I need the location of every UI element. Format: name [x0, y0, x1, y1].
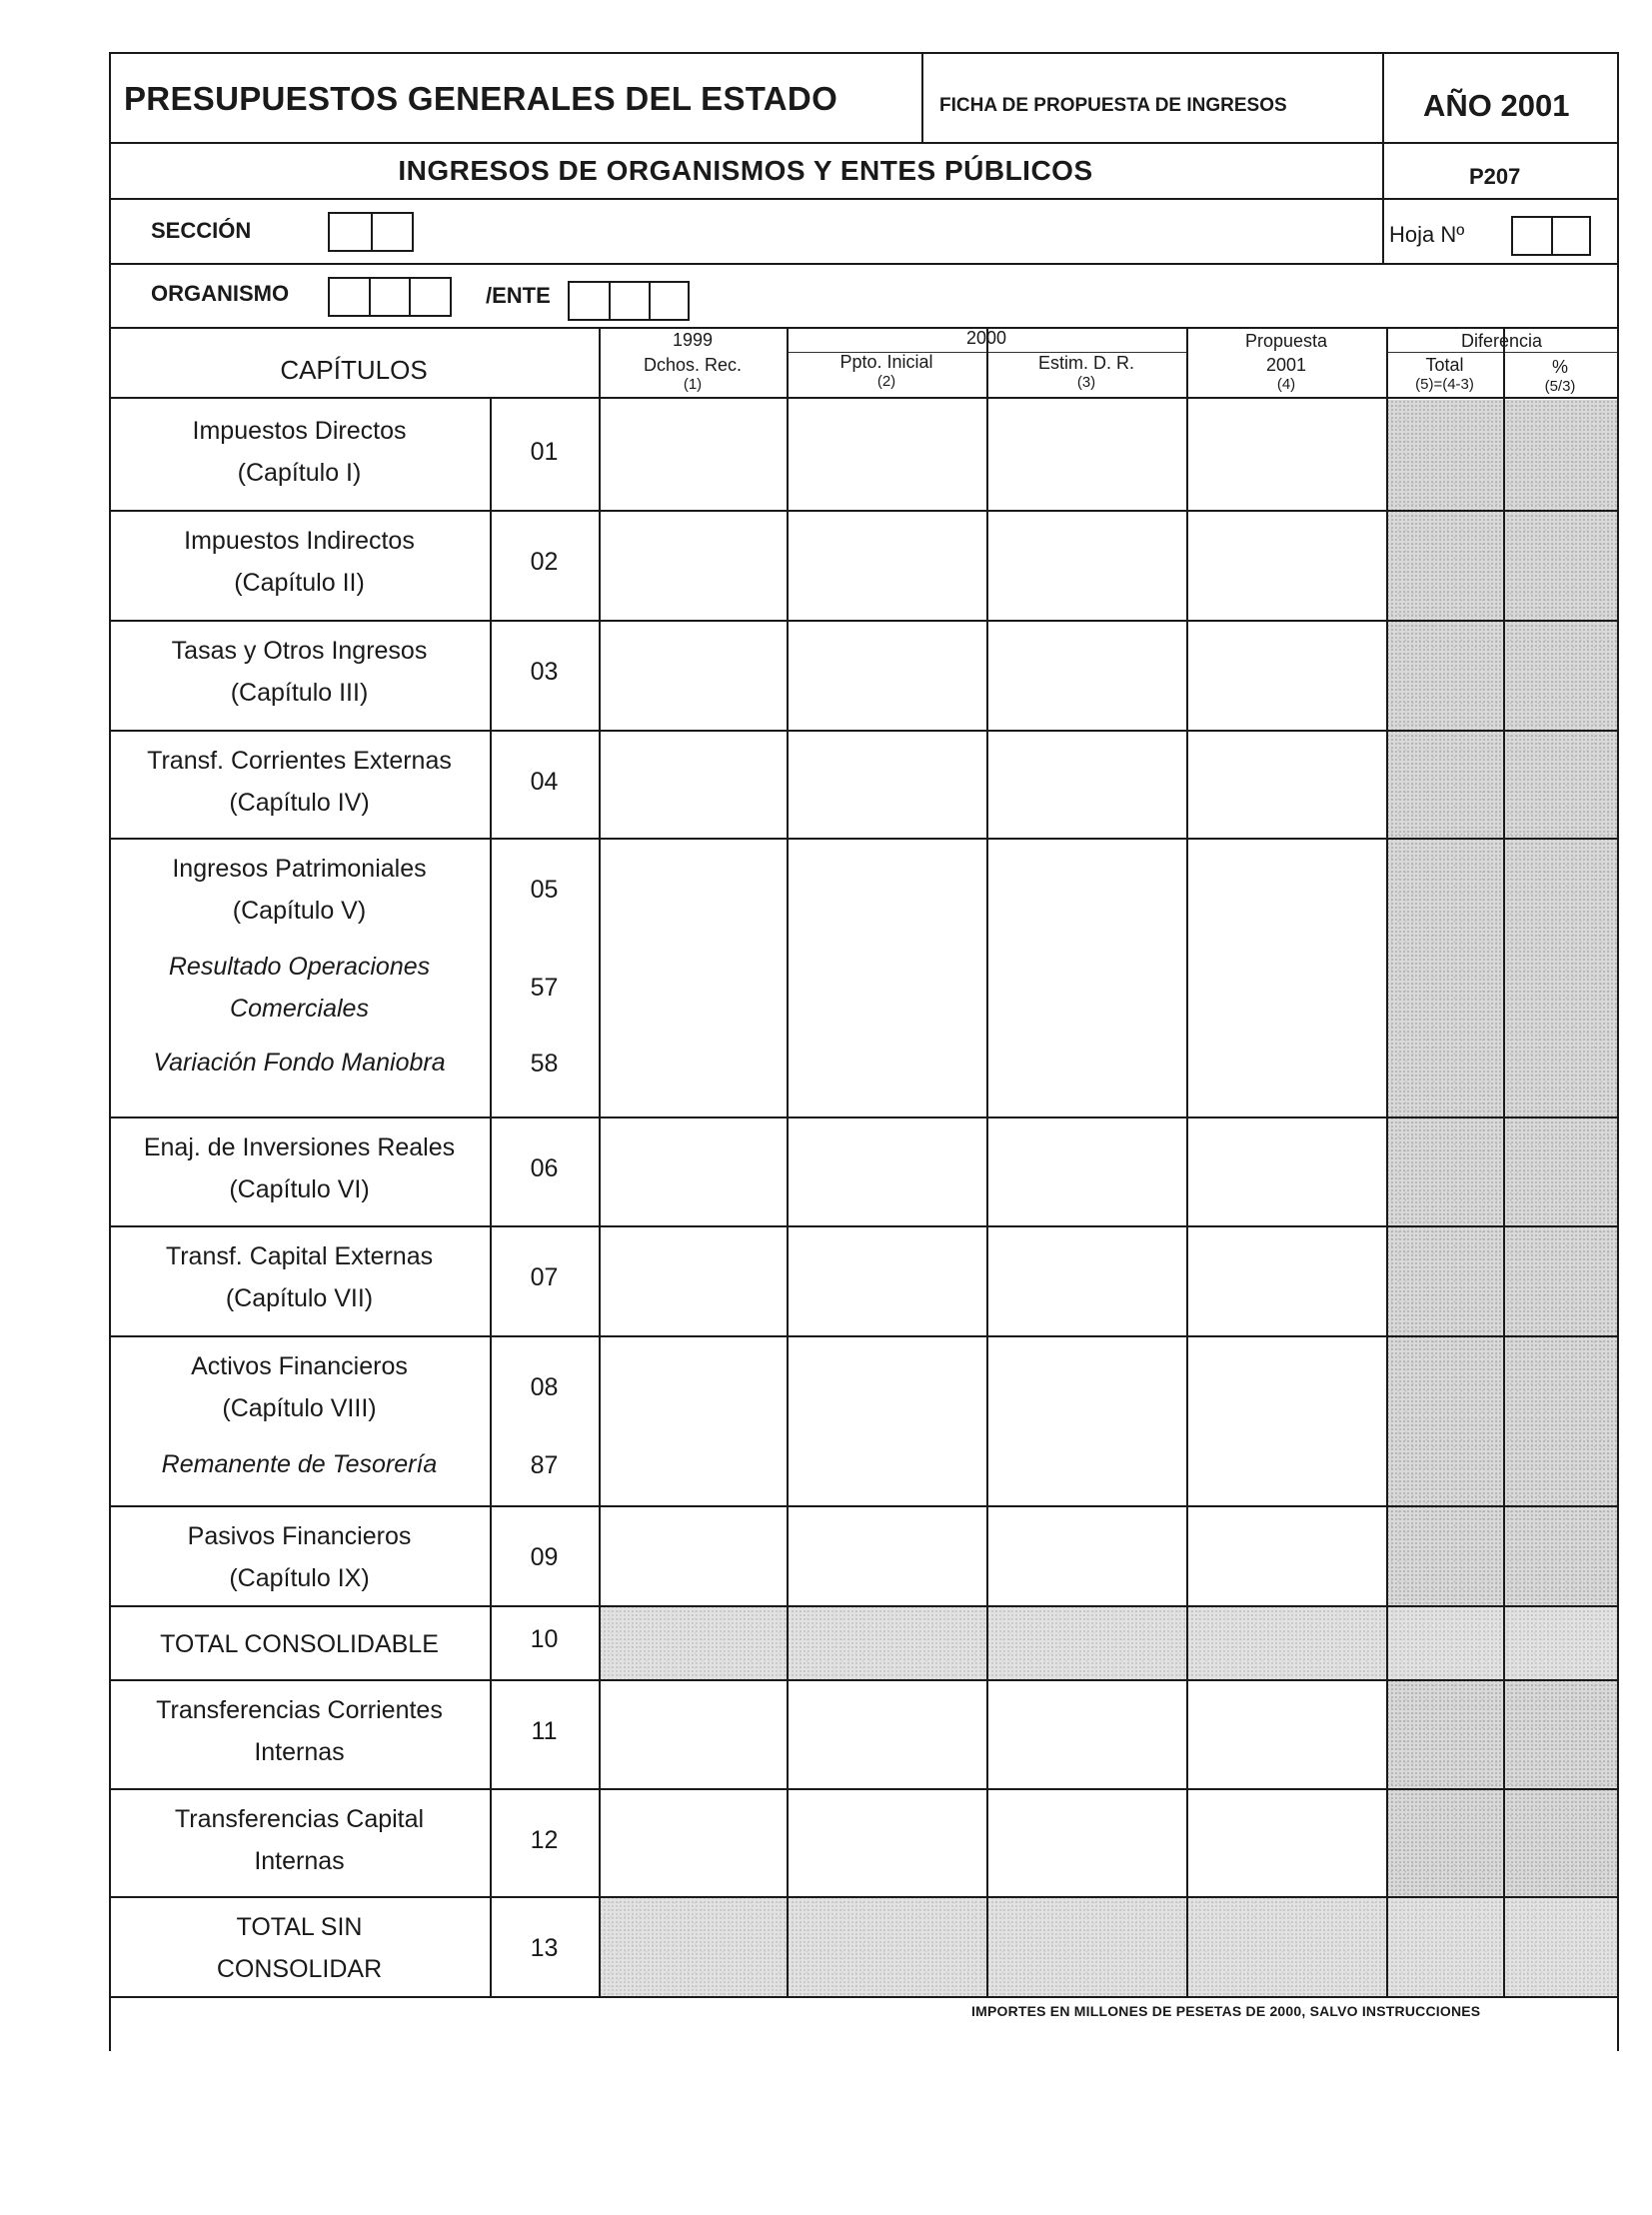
col5-name: Total — [1425, 355, 1464, 375]
col1-year: 1999 — [672, 330, 714, 350]
amount-cell[interactable] — [1388, 1790, 1501, 1894]
amount-cell[interactable] — [1388, 840, 1501, 1114]
form-type: FICHA DE PROPUESTA DE INGRESOS — [939, 95, 1287, 116]
seccion-label: SECCIÓN — [151, 218, 252, 243]
amount-cell[interactable] — [988, 1507, 1184, 1603]
organismo-input[interactable] — [328, 277, 452, 317]
col6-num: (5/3) — [1544, 378, 1576, 395]
amount-cell[interactable] — [1388, 1681, 1501, 1786]
row-label: Activos Financieros — [191, 1352, 408, 1380]
row-code: 13 — [530, 1934, 559, 1962]
amount-cell[interactable] — [601, 1337, 785, 1503]
amount-cell[interactable] — [789, 622, 984, 728]
hoja-input[interactable] — [1511, 216, 1591, 256]
amount-cell[interactable] — [1188, 622, 1384, 728]
row-label: Transf. Corrientes Externas — [147, 747, 452, 775]
frame-line — [109, 263, 1617, 265]
amount-cell[interactable] — [1388, 1227, 1501, 1333]
form-year: AÑO 2001 — [1423, 88, 1570, 123]
amount-cell[interactable] — [988, 840, 1184, 1114]
row-label: (Capítulo III) — [230, 679, 369, 707]
amount-cell[interactable] — [601, 1607, 785, 1677]
amount-cell[interactable] — [1505, 1507, 1615, 1603]
row-label: Impuestos Directos — [192, 417, 407, 445]
row-label: (Capítulo I) — [237, 459, 362, 487]
amount-cell[interactable] — [789, 1227, 984, 1333]
col1-num: (1) — [683, 376, 703, 393]
ente-input[interactable] — [568, 281, 690, 321]
amount-cell[interactable] — [988, 1681, 1184, 1786]
amount-cell[interactable] — [988, 1898, 1184, 1994]
col5-num: (5)=(4-3) — [1415, 376, 1474, 393]
amount-cell[interactable] — [1188, 402, 1384, 508]
subrow-code: 57 — [530, 974, 559, 1002]
amount-cell[interactable] — [988, 402, 1184, 508]
amount-cell[interactable] — [601, 512, 785, 618]
amount-cell[interactable] — [601, 1790, 785, 1894]
amount-cell[interactable] — [1505, 1790, 1615, 1894]
row-code: 06 — [530, 1154, 559, 1182]
amount-cell[interactable] — [1388, 622, 1501, 728]
row-label: (Capítulo IX) — [229, 1564, 370, 1592]
row-code: 09 — [530, 1543, 559, 1571]
amount-cell[interactable] — [1505, 1681, 1615, 1786]
amount-cell[interactable] — [988, 1337, 1184, 1503]
amount-cell[interactable] — [988, 732, 1184, 836]
row-label: Tasas y Otros Ingresos — [171, 637, 428, 665]
group-2000: 2000 — [965, 328, 1007, 348]
amount-cell[interactable] — [1388, 732, 1501, 836]
row-label: Pasivos Financieros — [187, 1522, 412, 1550]
ente-label: /ENTE — [486, 283, 551, 308]
amount-cell[interactable] — [601, 622, 785, 728]
col4-name: Propuesta — [1244, 331, 1328, 351]
row-line — [109, 1996, 1617, 1998]
col4-num: (4) — [1276, 376, 1296, 393]
amount-cell[interactable] — [1188, 1507, 1384, 1603]
amount-cell[interactable] — [1388, 1337, 1501, 1503]
section-title: INGRESOS DE ORGANISMOS Y ENTES PÚBLICOS — [398, 155, 1093, 186]
subrow-code: 87 — [530, 1451, 559, 1479]
amount-cell[interactable] — [601, 840, 785, 1114]
row-label: (Capítulo VI) — [229, 1175, 370, 1203]
frame-top-line — [109, 52, 1617, 54]
row-code: 10 — [530, 1625, 559, 1653]
row-label: Transferencias Capital — [174, 1805, 425, 1833]
seccion-input[interactable] — [328, 212, 414, 252]
row-label: Enaj. de Inversiones Reales — [143, 1133, 456, 1161]
amount-cell[interactable] — [1388, 1118, 1501, 1223]
amount-cell[interactable] — [1188, 1898, 1384, 1994]
organismo-label: ORGANISMO — [151, 281, 290, 306]
row-line — [109, 397, 1617, 399]
amount-cell[interactable] — [601, 1227, 785, 1333]
amount-cell[interactable] — [1188, 1607, 1384, 1677]
subrow-label: Remanente de Tesorería — [161, 1450, 438, 1478]
amount-cell[interactable] — [1388, 1507, 1501, 1603]
footer-note: IMPORTES EN MILLONES DE PESETAS DE 2000, SALVO INSTRUCCIONES — [971, 2003, 1481, 2019]
amount-cell[interactable] — [988, 1118, 1184, 1223]
amount-cell[interactable] — [789, 1337, 984, 1503]
hoja-label: Hoja Nº — [1389, 222, 1465, 247]
amount-cell[interactable] — [789, 840, 984, 1114]
amount-cell[interactable] — [601, 1118, 785, 1223]
amount-cell[interactable] — [1505, 732, 1615, 836]
row-label: Transf. Capital Externas — [165, 1242, 434, 1270]
group-diferencia: Diferencia — [1460, 331, 1543, 351]
amount-cell[interactable] — [789, 402, 984, 508]
amount-cell[interactable] — [1505, 402, 1615, 508]
row-code: 01 — [530, 438, 559, 466]
amount-cell[interactable] — [1388, 402, 1501, 508]
amount-cell[interactable] — [988, 1790, 1184, 1894]
frame-line — [1382, 52, 1384, 263]
amount-cell[interactable] — [1188, 1681, 1384, 1786]
row-label: Internas — [254, 1738, 345, 1766]
row-code: 07 — [530, 1263, 559, 1291]
amount-cell[interactable] — [1188, 1118, 1384, 1223]
amount-cell[interactable] — [1188, 732, 1384, 836]
col6-name: % — [1551, 357, 1568, 377]
row-label: TOTAL CONSOLIDABLE — [160, 1630, 439, 1658]
row-code: 05 — [530, 876, 559, 904]
amount-cell[interactable] — [789, 1118, 984, 1223]
amount-cell[interactable] — [1388, 512, 1501, 618]
subrow-code: 58 — [530, 1050, 559, 1078]
form-title: PRESUPUESTOS GENERALES DEL ESTADO — [124, 80, 838, 117]
row-code: 04 — [530, 768, 559, 796]
amount-cell[interactable] — [789, 732, 984, 836]
amount-cell[interactable] — [1505, 1337, 1615, 1503]
amount-cell[interactable] — [988, 622, 1184, 728]
row-label: CONSOLIDAR — [216, 1955, 383, 1983]
amount-cell[interactable] — [1188, 1790, 1384, 1894]
col2-num: (2) — [876, 373, 896, 390]
amount-cell[interactable] — [1188, 512, 1384, 618]
amount-cell[interactable] — [1188, 1227, 1384, 1333]
amount-cell[interactable] — [1388, 1898, 1501, 1994]
frame-right-line — [1617, 52, 1619, 2051]
amount-cell[interactable] — [988, 1227, 1184, 1333]
row-code: 02 — [530, 548, 559, 576]
amount-cell[interactable] — [1188, 1337, 1384, 1503]
amount-cell[interactable] — [988, 1607, 1184, 1677]
amount-cell[interactable] — [601, 402, 785, 508]
amount-cell[interactable] — [789, 1898, 984, 1994]
row-label: Ingresos Patrimoniales — [172, 855, 427, 883]
subrow-label: Comerciales — [230, 995, 369, 1023]
row-label: TOTAL SIN — [236, 1913, 363, 1941]
col2-name: Ppto. Inicial — [839, 352, 933, 372]
amount-cell[interactable] — [988, 512, 1184, 618]
amount-cell[interactable] — [1505, 1898, 1615, 1994]
row-label: (Capítulo V) — [232, 897, 367, 925]
amount-cell[interactable] — [1505, 622, 1615, 728]
row-code: 08 — [530, 1373, 559, 1401]
col1-name: Dchos. Rec. — [643, 355, 743, 375]
amount-cell[interactable] — [789, 1790, 984, 1894]
frame-line — [109, 198, 1617, 200]
row-label: (Capítulo II) — [234, 569, 365, 597]
row-label: (Capítulo IV) — [229, 789, 370, 817]
row-code: 12 — [530, 1826, 559, 1854]
amount-cell[interactable] — [601, 1507, 785, 1603]
amount-cell[interactable] — [1505, 512, 1615, 618]
amount-cell[interactable] — [789, 1507, 984, 1603]
amount-cell[interactable] — [1388, 1607, 1501, 1677]
amount-cell[interactable] — [601, 732, 785, 836]
amount-cell[interactable] — [1505, 840, 1615, 1114]
row-label: Impuestos Indirectos — [184, 527, 415, 555]
col3-name: Estim. D. R. — [1037, 353, 1134, 373]
amount-cell[interactable] — [789, 1607, 984, 1677]
amount-cell[interactable] — [789, 512, 984, 618]
row-label: Transferencias Corrientes — [156, 1696, 443, 1724]
row-code: 11 — [531, 1717, 558, 1745]
amount-cell[interactable] — [1188, 840, 1384, 1114]
row-label: (Capítulo VIII) — [222, 1394, 377, 1422]
col4-year: 2001 — [1265, 355, 1307, 375]
subrow-label: Variación Fondo Maniobra — [153, 1049, 446, 1077]
amount-cell[interactable] — [1505, 1118, 1615, 1223]
amount-cell[interactable] — [601, 1681, 785, 1786]
col3-num: (3) — [1076, 374, 1096, 391]
column-line — [490, 397, 492, 1996]
frame-line — [109, 142, 1617, 144]
capitulos-header: CAPÍTULOS — [280, 355, 428, 385]
amount-cell[interactable] — [601, 1898, 785, 1994]
row-label: (Capítulo VII) — [225, 1284, 374, 1312]
amount-cell[interactable] — [1505, 1227, 1615, 1333]
row-label: Internas — [254, 1847, 345, 1875]
amount-cell[interactable] — [789, 1681, 984, 1786]
row-code: 03 — [530, 658, 559, 686]
subrow-label: Resultado Operaciones — [168, 953, 431, 981]
frame-line — [921, 52, 923, 142]
amount-cell[interactable] — [1505, 1607, 1615, 1677]
form-code: P207 — [1469, 164, 1521, 189]
